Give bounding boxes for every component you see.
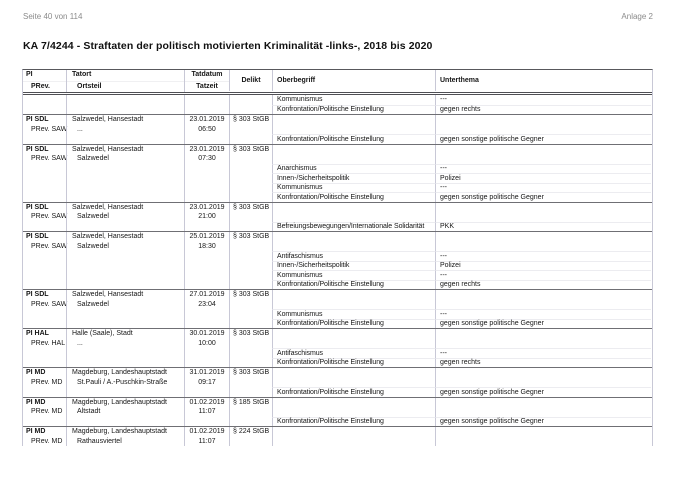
oberbegriff-empty-cell <box>272 232 435 251</box>
unterthema-empty-cell <box>435 145 651 164</box>
pi-cell <box>23 115 66 144</box>
oberbegriff-empty-cell <box>272 290 435 309</box>
unterthema-empty-cell <box>435 232 651 251</box>
tatort-cell <box>66 290 184 328</box>
theme-unterthema-cell: PKK <box>435 222 651 232</box>
tatdatum-cell-line2: 07:30 <box>198 155 216 162</box>
unterthema-empty-cell <box>435 329 651 348</box>
theme-oberbegriff-cell: Antifaschismus <box>272 251 435 261</box>
tatdatum-cell-line2: 11:07 <box>198 437 216 445</box>
page-meta <box>23 12 653 21</box>
theme-unterthema-cell: gegen sonstige politische Gegner <box>435 387 651 397</box>
pi-cell-line1: PI SDL <box>26 116 49 123</box>
pi-cell-line2: PRev. HAL <box>31 339 66 347</box>
theme-oberbegriff-cell: Kommunismus <box>272 270 435 280</box>
tatort-cell-line2: ... <box>77 339 83 347</box>
theme-unterthema-cell: --- <box>435 270 651 280</box>
delikt-cell-line1: § 303 StGB <box>233 203 270 211</box>
tatdatum-cell-line1: 01.02.2019 <box>189 398 225 406</box>
delikt-cell <box>229 368 272 397</box>
record-block <box>23 328 652 367</box>
unterthema-empty-cell <box>435 290 651 309</box>
pi-cell-line2: PRev. SAW <box>31 300 68 308</box>
pi-cell <box>23 368 66 397</box>
tatort-cell-line1: Salzwedel, Hansestadt <box>72 145 144 153</box>
delikt-cell-line1: § 303 StGB <box>233 369 270 376</box>
tatdatum-cell-line1: 01.02.2019 <box>189 428 225 435</box>
tatdatum-cell-line1: 31.01.2019 <box>189 369 225 376</box>
delikt-cell <box>229 145 272 202</box>
oberbegriff-empty-cell <box>272 368 435 387</box>
pi-cell-line2 <box>23 105 66 115</box>
delikt-cell-line1: § 185 StGB <box>233 398 270 406</box>
pi-cell-line1 <box>23 95 66 105</box>
tatort-cell-line1: Salzwedel, Hansestadt <box>72 116 144 123</box>
tatort-cell <box>66 368 184 397</box>
header-ortsteil-line2: Ortsteil <box>67 81 184 93</box>
tatdatum-cell <box>184 398 229 427</box>
header-tatort-line1: Tatort <box>72 71 92 78</box>
tatort-cell-line2: St.Pauli / A.-Puschkin-Straße <box>77 378 168 386</box>
delikt-cell <box>229 203 272 232</box>
header-tatort <box>66 70 184 92</box>
theme-oberbegriff-cell: Kommunismus <box>272 183 435 193</box>
pi-cell <box>23 95 66 114</box>
pi-cell <box>23 329 66 367</box>
pi-cell <box>23 145 66 202</box>
pi-cell <box>23 427 66 446</box>
tatdatum-cell <box>184 329 229 367</box>
tatort-cell-line1: Salzwedel, Hansestadt <box>72 233 144 240</box>
theme-oberbegriff-cell: Befreiungsbewegungen/Internationale Solidarität <box>272 222 435 232</box>
theme-oberbegriff-cell: Anarchismus <box>272 164 435 174</box>
tatdatum-cell-line2: 06:50 <box>198 125 216 133</box>
record-block <box>23 367 652 397</box>
tatdatum-cell <box>184 95 229 114</box>
table-body <box>23 95 652 446</box>
theme-unterthema-cell: --- <box>435 95 651 105</box>
theme-unterthema-cell: Polizei <box>435 173 651 183</box>
pi-cell-line2: PRev. MD <box>31 408 63 415</box>
tatdatum-cell-line2: 18:30 <box>198 242 216 250</box>
tatdatum-cell-line1: 25.01.2019 <box>189 233 225 240</box>
crime-records-table <box>22 69 653 446</box>
delikt-cell-line1: § 303 StGB <box>233 116 270 123</box>
delikt-cell <box>229 95 272 114</box>
theme-unterthema-cell: --- <box>435 348 651 358</box>
theme-oberbegriff-cell: Innen-/Sicherheitspolitik <box>272 173 435 183</box>
pi-cell-line1: PI HAL <box>26 330 49 337</box>
tatort-cell <box>66 427 184 446</box>
header-pi-line1: PI <box>26 71 33 78</box>
delikt-cell-line1: § 224 StGB <box>233 428 270 435</box>
theme-unterthema-cell: --- <box>435 183 651 193</box>
tatdatum-cell-line2: 11:07 <box>198 408 216 415</box>
tatort-cell-line2: Salzwedel <box>77 300 109 308</box>
tatdatum-cell-line2: 09:17 <box>198 378 216 386</box>
delikt-cell-line1 <box>230 95 272 105</box>
delikt-cell <box>229 290 272 328</box>
tatort-cell <box>66 329 184 367</box>
theme-unterthema-cell: gegen rechts <box>435 358 651 368</box>
tatort-cell-line1: Halle (Saale), Stadt <box>72 330 133 337</box>
theme-oberbegriff-cell: Konfrontation/Politische Einstellung <box>272 105 435 115</box>
table-header <box>23 70 652 95</box>
tatdatum-cell-line1: 27.01.2019 <box>189 291 225 298</box>
tatdatum-cell-line1: 23.01.2019 <box>189 145 225 153</box>
theme-unterthema-cell: --- <box>435 164 651 174</box>
record-block <box>23 231 652 289</box>
tatort-cell-line1: Salzwedel, Hansestadt <box>72 203 144 211</box>
tatdatum-cell <box>184 203 229 232</box>
tatdatum-cell <box>184 232 229 289</box>
tatort-cell <box>66 398 184 427</box>
delikt-cell <box>229 329 272 367</box>
unterthema-empty-cell <box>435 203 651 222</box>
tatdatum-cell-line1: 23.01.2019 <box>189 116 225 123</box>
record-block <box>23 95 652 114</box>
tatort-cell-line2: Rathausviertel <box>77 437 122 445</box>
tatort-cell <box>66 145 184 202</box>
pi-cell-line1: PI SDL <box>26 203 49 211</box>
header-unterthema: Unterthema <box>435 70 651 91</box>
header-pi <box>23 70 66 92</box>
oberbegriff-empty-cell <box>272 203 435 222</box>
tatdatum-cell <box>184 290 229 328</box>
pi-cell-line1: PI MD <box>26 428 46 435</box>
tatort-cell <box>66 115 184 144</box>
tatort-cell-line2: Salzwedel <box>77 155 109 162</box>
theme-unterthema-cell: --- <box>435 309 651 319</box>
pi-cell-line1: PI SDL <box>26 291 49 298</box>
delikt-cell-line1: § 303 StGB <box>233 330 270 337</box>
tatort-cell-line1: Magdeburg, Landeshauptstadt <box>72 398 167 406</box>
tatdatum-cell-line2: 23:04 <box>198 300 216 308</box>
pi-cell-line1: PI SDL <box>26 145 49 153</box>
record-block <box>23 289 652 328</box>
tatort-cell-line2: Salzwedel <box>77 213 109 220</box>
delikt-cell-line1: § 303 StGB <box>233 145 270 153</box>
unterthema-empty-cell <box>435 368 651 387</box>
unterthema-empty-cell <box>435 427 651 446</box>
oberbegriff-empty-cell <box>272 329 435 348</box>
theme-unterthema-cell: --- <box>435 251 651 261</box>
tatort-cell-line2: ... <box>77 125 83 133</box>
tatort-cell-line1 <box>67 95 184 105</box>
theme-oberbegriff-cell: Konfrontation/Politische Einstellung <box>272 358 435 368</box>
theme-oberbegriff-cell: Konfrontation/Politische Einstellung <box>272 280 435 290</box>
document-title: KA 7/4244 - Straftaten der politisch motivierten Kriminalität -links-, 2018 bis 2020 <box>23 40 433 52</box>
tatort-cell-line1: Salzwedel, Hansestadt <box>72 291 144 298</box>
theme-oberbegriff-cell: Konfrontation/Politische Einstellung <box>272 192 435 202</box>
record-block <box>23 397 652 427</box>
delikt-cell <box>229 427 272 446</box>
tatdatum-cell <box>184 115 229 144</box>
page-indicator: Seite 40 von 114 <box>23 12 83 21</box>
oberbegriff-empty-cell <box>272 427 435 446</box>
theme-oberbegriff-cell: Konfrontation/Politische Einstellung <box>272 319 435 329</box>
pi-cell <box>23 232 66 289</box>
tatort-cell-line1: Magdeburg, Landeshauptstadt <box>72 428 167 435</box>
oberbegriff-empty-cell <box>272 145 435 164</box>
tatort-cell-line2: Altstadt <box>77 408 101 415</box>
header-oberbegriff: Oberbegriff <box>272 70 435 91</box>
tatort-cell <box>66 232 184 289</box>
tatdatum-cell-line2: 21:00 <box>198 213 216 220</box>
tatort-cell-line1: Magdeburg, Landeshauptstadt <box>72 369 167 376</box>
annex-label: Anlage 2 <box>621 12 653 21</box>
record-block <box>23 202 652 232</box>
pi-cell-line2: PRev. SAW <box>31 125 68 133</box>
header-tatzeit-line2: Tatzeit <box>185 81 229 93</box>
theme-oberbegriff-cell: Innen-/Sicherheitspolitik <box>272 261 435 271</box>
pi-cell-line2: PRev. SAW <box>31 242 68 250</box>
theme-oberbegriff-cell: Konfrontation/Politische Einstellung <box>272 134 435 144</box>
pi-cell-line1: PI MD <box>26 398 46 406</box>
theme-oberbegriff-cell: Konfrontation/Politische Einstellung <box>272 417 435 427</box>
pi-cell-line2: PRev. SAW <box>31 213 68 220</box>
delikt-cell <box>229 398 272 427</box>
delikt-cell <box>229 232 272 289</box>
theme-unterthema-cell: Polizei <box>435 261 651 271</box>
tatdatum-cell <box>184 427 229 446</box>
unterthema-empty-cell <box>435 398 651 417</box>
tatort-cell-line2: Salzwedel <box>77 242 109 250</box>
tatdatum-cell <box>184 145 229 202</box>
header-delikt: Delikt <box>229 70 272 91</box>
pi-cell-line1: PI SDL <box>26 233 49 240</box>
oberbegriff-empty-cell <box>272 398 435 417</box>
tatdatum-cell-line2 <box>185 105 229 115</box>
tatort-cell <box>66 203 184 232</box>
tatdatum-cell-line1 <box>185 95 229 105</box>
theme-oberbegriff-cell: Konfrontation/Politische Einstellung <box>272 387 435 397</box>
tatdatum-cell-line1: 30.01.2019 <box>189 330 225 337</box>
theme-oberbegriff-cell: Kommunismus <box>272 95 435 105</box>
pi-cell <box>23 290 66 328</box>
delikt-cell-line1: § 303 StGB <box>233 291 270 298</box>
pi-cell-line1: PI MD <box>26 369 46 376</box>
theme-unterthema-cell: gegen rechts <box>435 280 651 290</box>
tatort-cell-line2 <box>67 105 184 115</box>
record-block <box>23 426 652 446</box>
pi-cell-line2: PRev. SAW <box>31 155 68 162</box>
header-prev-line2: PRev. <box>23 81 66 93</box>
record-block <box>23 114 652 144</box>
theme-unterthema-cell: gegen rechts <box>435 105 651 115</box>
theme-unterthema-cell: gegen sonstige politische Gegner <box>435 417 651 427</box>
tatort-cell <box>66 95 184 114</box>
unterthema-empty-cell <box>435 115 651 134</box>
pi-cell-line2: PRev. MD <box>31 378 63 386</box>
record-block <box>23 144 652 202</box>
header-tatdatum-line1: Tatdatum <box>191 71 223 78</box>
pi-cell <box>23 398 66 427</box>
theme-oberbegriff-cell: Antifaschismus <box>272 348 435 358</box>
tatdatum-cell-line2: 10:00 <box>198 339 216 347</box>
pi-cell-line2: PRev. MD <box>31 437 63 445</box>
pi-cell <box>23 203 66 232</box>
header-tatdatum <box>184 70 229 92</box>
delikt-cell <box>229 115 272 144</box>
theme-oberbegriff-cell: Kommunismus <box>272 309 435 319</box>
delikt-cell-line1: § 303 StGB <box>233 233 270 240</box>
oberbegriff-empty-cell <box>272 115 435 134</box>
theme-unterthema-cell: gegen sonstige politische Gegner <box>435 319 651 329</box>
theme-unterthema-cell: gegen sonstige politische Gegner <box>435 134 651 144</box>
theme-unterthema-cell: gegen sonstige politische Gegner <box>435 192 651 202</box>
tatdatum-cell <box>184 368 229 397</box>
tatdatum-cell-line1: 23.01.2019 <box>189 203 225 211</box>
